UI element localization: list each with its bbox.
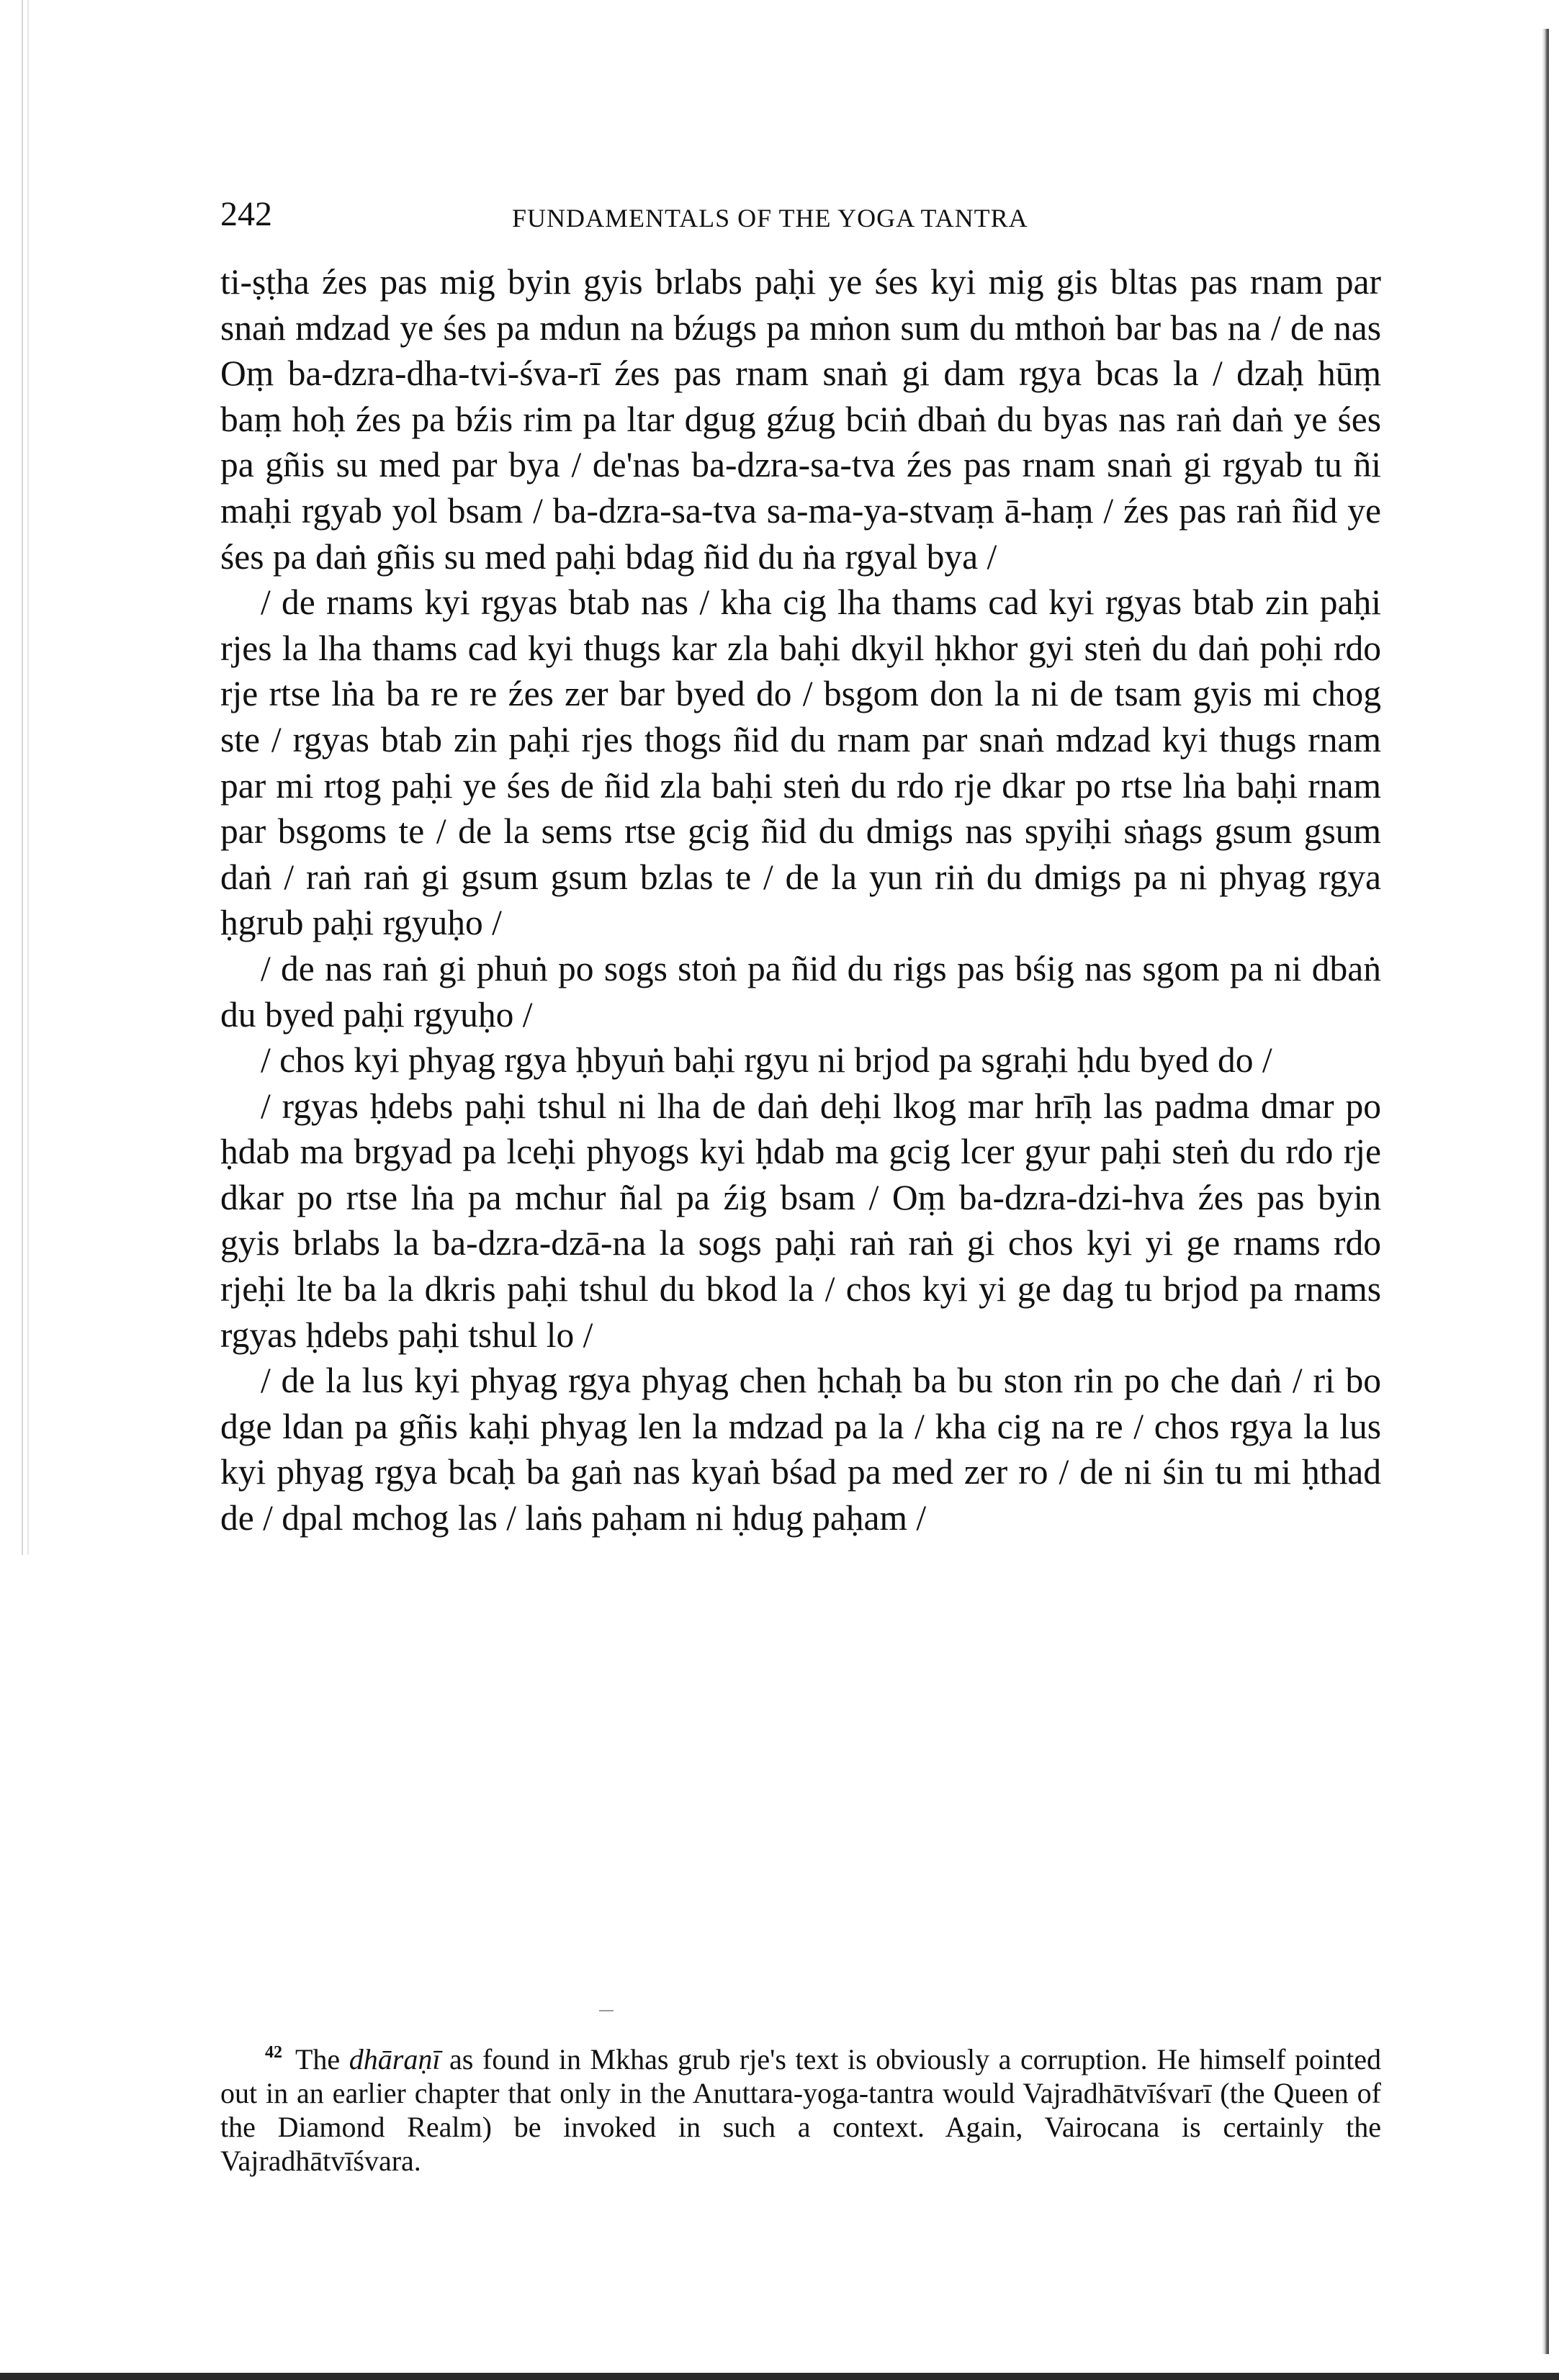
footnote-pre: The [295,2043,349,2075]
footnote-text [220,2036,1381,2178]
paragraph: / de la lus kyi phyag rgya phyag chen ḥchaḥ ba bu ston rin po che daṅ / ri bo dge ldan pa gñis kaḥi phyag len la mdzad pa la / kha cig na re / chos rgya la lus kyi phyag rgya bcaḥ ba gaṅ nas kyaṅ bśad pa med zer ro / de ni śin tu mi ḥthad de / dpal mchog las / laṅs paḥam ni ḥdug paḥam / [220,1361,1381,1538]
scan-gutter-edge [22,0,29,1555]
paragraph: / rgyas ḥdebs paḥi tshul ni lha de daṅ deḥi lkog mar hrīḥ las padma dmar po ḥdab ma brgyad pa lceḥi phyogs kyi ḥdab ma gcig lcer gyur paḥi steṅ du rdo rje dkar po rtse lṅa pa mchur ñal pa źig bsam / Oṃ ba-dzra-dzi-hva źes pas byin gyis brlabs la ba-dzra-dzā-na la sogs paḥi raṅ raṅ gi chos kyi yi ge rnams rdo rjeḥi lte ba la dkris paḥi tshul du bkod la / chos kyi yi ge dag tu brjod pa rnams rgyas ḥdebs paḥi tshul lo / [220,1086,1381,1355]
page-header [220,194,1387,245]
scan-right-edge [1542,29,1549,2354]
paragraph: / chos kyi phyag rgya ḥbyuṅ baḥi rgyu ni brjod pa sgraḥi ḥdu byed do / [261,1040,1272,1081]
paragraph: / de nas raṅ gi phuṅ po sogs stoṅ pa ñid du rigs pas bśig nas sgom pa ni dbaṅ du byed paḥi rgyuḥo / [220,948,1381,1035]
footnote-marker: 42 [265,2043,282,2062]
paragraph: / de rnams kyi rgyas btab nas / kha cig lha thams cad kyi rgyas btab zin paḥi rjes la lha thams cad kyi thugs kar zla baḥi dkyil ḥkhor gyi steṅ du daṅ poḥi rdo rje rtse lṅa ba re re źes zer bar byed do / bsgom don la ni de tsam gyis mi chog ste / rgyas btab zin paḥi rjes thogs ñid du rnam par snaṅ mdzad kyi thugs rnam par mi rtog paḥi ye śes de ñid zla baḥi steṅ du rdo rje dkar po rtse lṅa baḥi rnam par bsgoms te / de la sems rtse gcig ñid du dmigs nas spyiḥi sṅags gsum gsum daṅ / raṅ raṅ gi gsum gsum bzlas te / de la yun riṅ du dmigs pa ni phyag rgya ḥgrub paḥi rgyuḥo / [220,582,1381,943]
main-text [220,259,1381,1541]
paragraph: ti-ṣṭha źes pas mig byin gyis brlabs paḥi ye śes kyi mig gis bltas pas rnam par snaṅ mdzad ye śes pa mdun na bźugs pa mṅon sum du mthoṅ bar bas na / de nas Oṃ ba-dzra-dha-tvi-śva-rī źes pas rnam snaṅ gi dam rgya bcas la / dzaḥ hūṃ baṃ hoḥ źes pa bźis rim pa ltar dgug gźug bciṅ dbaṅ du byas nas raṅ daṅ ye śes pa gñis su med par bya / de'nas ba-dzra-sa-tva źes pas rnam snaṅ gi rgyab tu ñi maḥi rgyab yol bsam / ba-dzra-sa-tva sa-ma-ya-stvaṃ ā-haṃ / źes pas raṅ ñid ye śes pa daṅ gñis su med paḥi bdag ñid du ṅa rgyal bya / [220,262,1381,577]
scan-bottom-edge [0,2373,1559,2380]
footnote-term: dhāraṇī [349,2043,441,2075]
footnote-post: as found in Mkhas grub rje's text is obviously a corruption. He himself pointed out in an earlier chapter that only in the Anuttara-yoga-tantra would Vajradhātvīśvarī (the Queen of the Diamond Realm) be invoked in such a context. Again, Vairocana is certainly the Vajradhātvīśvara. [220,2043,1382,2177]
footnote [220,2036,1381,2178]
separator-mark [599,2010,614,2011]
page-number: 242 [220,195,272,233]
running-head: FUNDAMENTALS OF THE YOGA TANTRA [512,204,1028,233]
